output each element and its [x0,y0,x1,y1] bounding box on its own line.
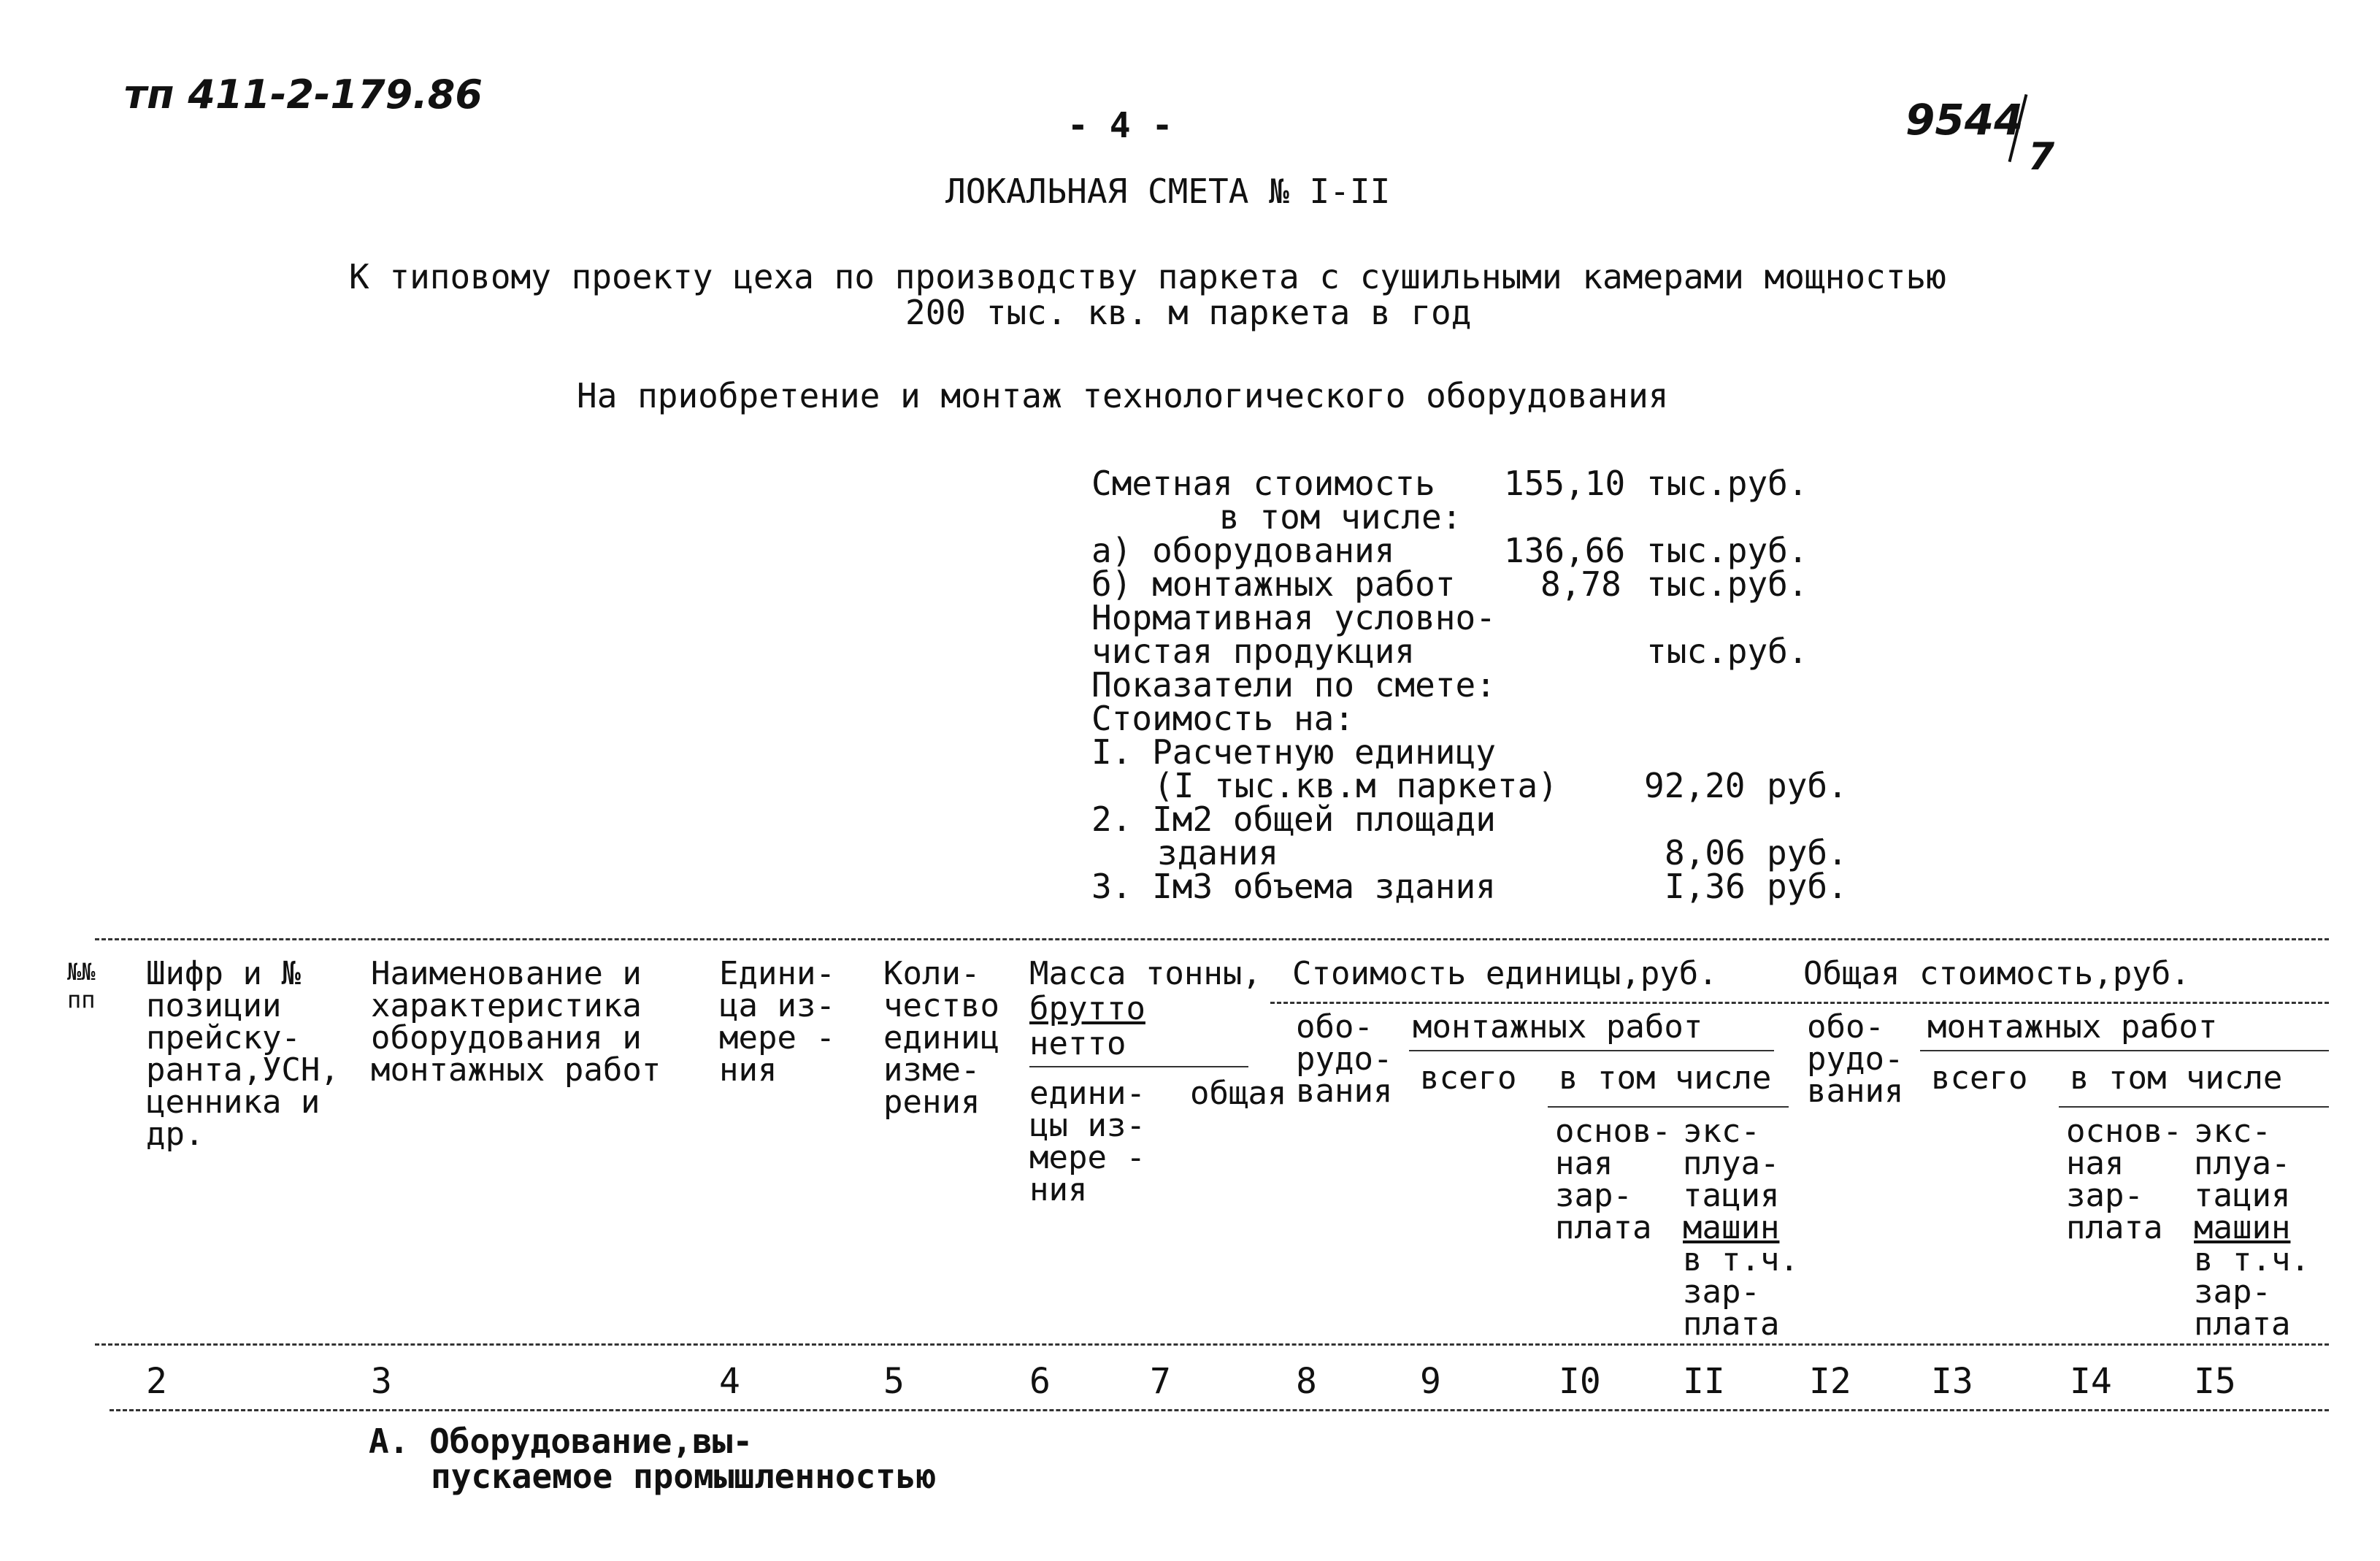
col-number: I4 [2070,1361,2112,1402]
col-6-line: мере - [1029,1139,1145,1176]
col-11-line: экс- [1683,1113,1760,1150]
col-6-line: ния [1029,1171,1088,1208]
col-number: I2 [1809,1361,1851,1402]
col-10-line: зар- [1555,1177,1632,1214]
total-cost-title: Общая стоимость,руб. [1803,955,2190,992]
indicator-2-value: 8,06 [1665,833,1746,872]
mounting-value: 8,78 [1540,564,1621,604]
col-2-line: Шифр и № [146,955,301,992]
col-5-line: чество [883,987,999,1024]
equipment-label: а) оборудования [1091,531,1395,570]
col-12-line: рудо- [1807,1040,1904,1078]
col-4-line: мере - [719,1019,835,1056]
mount-works-underline-1 [1409,1050,1774,1051]
col-10-line: ная [1555,1145,1613,1182]
col-14-line: основ- [2066,1113,2182,1150]
mounting-unit: тыс.руб. [1646,564,1808,604]
col-11-line: машин [1683,1209,1780,1246]
col-14-line: зар- [2066,1177,2143,1214]
col-14-line: ная [2066,1145,2124,1182]
col-8-line: рудо- [1296,1040,1393,1078]
estimated-cost-value: 155,10 [1504,464,1626,503]
col-9-header: всего [1420,1059,1517,1097]
section-a-line-2: пускаемое промышленностью [431,1457,937,1496]
document-title: ЛОКАЛЬНАЯ СМЕТА № I-II [945,172,1391,211]
col-15-line: машин [2194,1209,2291,1246]
unit-cost-title: Стоимость единицы,руб. [1292,955,1718,992]
col-11-line: в т.ч. [1683,1241,1799,1278]
indicator-2-unit: руб. [1767,833,1848,872]
col-8-line: обо- [1296,1008,1373,1046]
unit-incl-label: в том числе [1559,1059,1772,1097]
col-1-line: пп [67,986,96,1013]
col-6-line: цы из- [1029,1107,1145,1144]
col-15-line: экс- [2194,1113,2271,1150]
table-top-rule [95,938,2329,940]
indicator-1-unit: руб. [1767,766,1848,805]
col-5-line: рения [883,1084,980,1121]
estimated-cost-unit: тыс.руб. [1646,464,1808,503]
col-number: 8 [1296,1361,1317,1402]
col-5-line: Коли- [883,955,980,992]
col-1-header [67,958,96,1013]
brutto-label: брутто [1029,990,1145,1027]
indicators-label: Показатели по смете: [1091,665,1496,705]
col-number: 7 [1150,1361,1171,1402]
col-15-line: плуа- [2194,1145,2291,1182]
unit-mount-works-label: монтажных работ [1413,1008,1703,1046]
normative-label-1: Нормативная условно- [1091,598,1496,637]
section-a-line-1: А. Оборудование,вы- [369,1422,753,1461]
table-header-bottom-rule [95,1343,2329,1346]
col-11-header [1683,1113,1799,1343]
mass-title: Масса тонны, [1029,955,1262,992]
col-12-line: вания [1807,1073,1904,1110]
col-4-header [719,955,835,1089]
col-number: I0 [1559,1361,1601,1402]
col-4-line: ния [719,1051,778,1089]
estimated-cost-label: Сметная стоимость [1091,464,1435,503]
col-4-line: Едини- [719,955,835,992]
total-incl-label: в том числе [2070,1059,2283,1097]
col-12-header [1807,1008,1904,1110]
col-8-line: вания [1296,1073,1393,1110]
indicator-1-value: 92,20 [1644,766,1746,805]
page-number: - 4 - [1067,105,1173,146]
col-15-line: в т.ч. [2194,1241,2310,1278]
sheet-suffix: 7 [2028,135,2055,179]
col-15-line: тация [2194,1177,2291,1214]
col-15-header [2194,1113,2310,1343]
col-8-header [1296,1008,1393,1110]
col-10-line: основ- [1555,1113,1671,1150]
col-10-header [1555,1113,1671,1246]
col-number: II [1683,1361,1725,1402]
col-14-line: плата [2066,1209,2163,1246]
indicator-3-unit: руб. [1767,867,1848,906]
normative-label-2: чистая продукция [1091,632,1416,671]
subtitle-line-1: К типовому проекту цеха по производству паркета с сушильными камерами мощностью [349,257,1946,296]
mounting-label: б) монтажных работ [1091,564,1456,604]
col-5-line: изме- [883,1051,980,1089]
col-2-line: ценника и [146,1084,320,1121]
col-15-line: плата [2194,1305,2291,1343]
col-11-line: плуа- [1683,1145,1780,1182]
col-number: 9 [1420,1361,1441,1402]
col-1-line: №№ [67,958,96,986]
document-code: тп 411-2-179.86 [124,72,483,118]
col-15-line: зар- [2194,1273,2271,1311]
including-label: в том числе: [1219,497,1462,537]
col-3-header [371,955,661,1089]
column-numbers-rule [110,1409,2329,1411]
subtitle-line-2: 200 тыс. кв. м паркета в год [905,293,1472,332]
total-mount-works-label: монтажных работ [1927,1008,2218,1046]
equipment-value: 136,66 [1504,531,1626,570]
col-10-line: плата [1555,1209,1652,1246]
col-5-header [883,955,999,1121]
col-3-line: характеристика [371,987,642,1024]
netto-label: нетто [1029,1025,1126,1062]
col-3-line: Наименование и [371,955,642,992]
col-5-line: единиц [883,1019,999,1056]
col-2-line: прейску- [146,1019,301,1056]
normative-unit: тыс.руб. [1646,632,1808,671]
col-14-header [2066,1113,2182,1246]
indicator-2-label-2: здания [1157,833,1279,872]
col-number: 5 [883,1361,905,1402]
col-number: I5 [2194,1361,2236,1402]
col-number: 3 [371,1361,392,1402]
col-3-line: оборудования и [371,1019,642,1056]
purpose-line: На приобретение и монтаж технологического оборудования [577,376,1669,415]
col-6-line: едини- [1029,1075,1145,1112]
col-number: I3 [1931,1361,1973,1402]
col-2-line: ранта,УСН, [146,1051,339,1089]
col-7-header: общая [1190,1075,1287,1112]
col-11-line: плата [1683,1305,1780,1343]
incl-underline-1 [1548,1106,1789,1108]
col-2-line: позиции [146,987,282,1024]
col-4-line: ца из- [719,987,835,1024]
col-6-header [1029,1075,1145,1208]
table-mass-cost-rule [1270,1002,2329,1004]
indicator-1-label-1: I. Расчетную единицу [1091,732,1496,772]
col-number: 2 [146,1361,167,1402]
incl-underline-2 [2059,1106,2329,1108]
col-number: 6 [1029,1361,1051,1402]
col-2-header [146,955,339,1153]
mount-works-underline-2 [1920,1050,2329,1051]
equipment-unit: тыс.руб. [1646,531,1808,570]
col-12-line: обо- [1807,1008,1884,1046]
indicator-3-label: 3. Iм3 объема здания [1091,867,1496,906]
sheet-number: 9544 [1905,95,2024,145]
col-13-header: всего [1931,1059,2028,1097]
indicator-2-label-1: 2. Iм2 общей площади [1091,799,1496,839]
col-11-line: зар- [1683,1273,1760,1311]
indicator-3-value: I,36 [1665,867,1746,906]
netto-divider [1029,1066,1248,1067]
col-number: 4 [719,1361,740,1402]
col-11-line: тация [1683,1177,1780,1214]
cost-on-label: Стоимость на: [1091,699,1355,738]
indicator-1-label-2: (I тыс.кв.м паркета) [1153,766,1558,805]
col-2-line: др. [146,1116,204,1153]
col-3-line: монтажных работ [371,1051,661,1089]
